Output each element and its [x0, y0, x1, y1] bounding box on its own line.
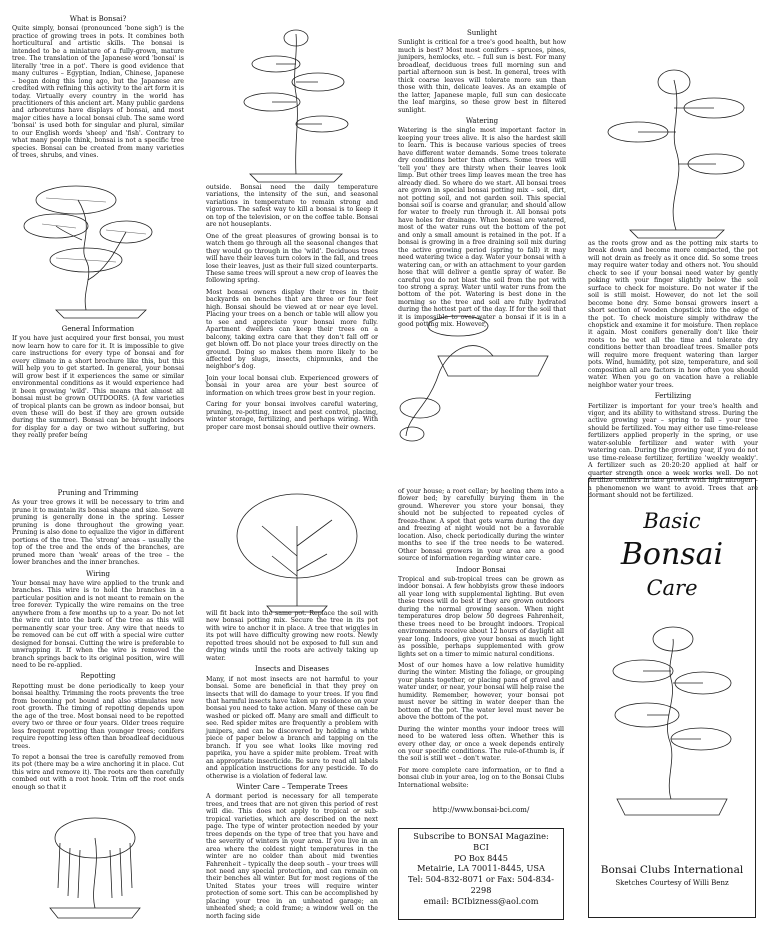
paragraph-indoor-watering: During the winter months your indoor trees will need to be watered less often. Whether this is every other day, or once a week depends entirely on your specific conditions. The rule-of-thumb is, if the soil is still wet – don't water.	[398, 725, 564, 763]
subscribe-line: Subscribe to BONSAI Magazine:	[413, 831, 549, 841]
paragraph-general-information: If you have just acquired your first bonsai, you must now learn how to care for it. It is impossible to give care instructions for every type of bonsai and for every climate in a short brochure like this, but this will help you to get started. In general, your bonsai will grow best if it experiences the same or similar environmental conditions as it would experience had it been growing 'wild'. This means that almost all bonsai must be grown OUTDOORS. (A few varieties of tropical plants can be grown as indoor bonsai, but even these will do best if they are grown outside during the summer). Bonsai can be brought indoors for display for a day or two without suffering, but they really prefer being	[12, 335, 184, 440]
deciduous-tree-sketch-icon	[222, 486, 372, 616]
paragraph-repotting: Repotting must be done periodically to keep your bonsai healthy. Trimming the roots prevents the tree from becoming pot bound and also stimulates new root growth. The timing of repotting depends upon the age of the tree. Most bonsai need to be repotted every two or three or four years. Older trees require less frequent repotting than younger trees; conifers require repotting less often than broadleaf deciduous trees.	[12, 682, 184, 750]
subscribe-city: Metairie, LA 70011-8445, USA	[417, 863, 545, 874]
panel-general-information	[12, 324, 184, 444]
paragraph-winter-continued: of your house; a root cellar; by heeling them into a flower bed; by carefully burying them in the ground. Wherever you store your bonsai, they should not be subjected to repeated cycles of freeze-thaw. A spot that gets warm during the day and freezing at night would not be a favorable location. Also, check periodically during the winter months to see if the tree needs to be watered. Other bonsai growers in your area are a good source of information regarding winter care.	[398, 488, 564, 563]
subscribe-email[interactable]: email: BCIbizness@aol.com	[423, 895, 539, 906]
paragraph-more-info: For more complete care information, or to find a bonsai club in your area, log on to the Bonsai Clubs International website:	[398, 766, 564, 789]
paragraph-repotting-2: To repot a bonsai the tree is carefully removed from its pot (there may be a wire anchoring it in place. Cut this wire and remove it). The roots are then carefully combed out with a root hook. Trim off the root ends enough so that it	[12, 753, 184, 791]
cover-bonsai-sketch-icon	[607, 619, 737, 819]
cover-panel	[588, 478, 756, 918]
panel-indoor-bonsai	[398, 488, 564, 793]
cover-org-name: Bonsai Clubs International	[600, 864, 744, 876]
paragraph-watering: Watering is the single most important factor in keeping your trees alive. It is also the hardest skill to learn. This is because various species of trees have different water demands. Some trees tolerate dry conditions better than others. Some trees will 'tell you' they are thirsty when their leaves look limp. But other trees limp leaves mean the tree has already died. So where do we start. All bonsai trees are grown in special bonsai potting mix – soil, dirt, not potting soil, and not garden soil. This special bonsai soil is coarse and granular, and should allow for water to freely run through it. All bonsai pots have holes for drainage. When bonsai are watered, most of the water runs out the bottom of the pot and only a small amount is retained in the pot. If a bonsai is growing in a free draining soil mix during the active growing period (spring to fall) it may need watering twice a day. Water your bonsai with a watering can, or with an attachment to your garden hose that will deliver a gentle spray of water. Be careful you do not blast the soil from the pot with too strong a spray. Water until water runs from the bottom of the pot. Watering is best done in the morning so the tree and soil are fully hydrated during the hottest part of the day. If for the soil that it is impossible to over-water a bonsai if it is in a good potting mix. However,	[398, 127, 566, 329]
paragraph-what-is-bonsai: Quite simply, bonsai (pronounced 'bone sigh') is the practice of growing trees in pots. It combines both horticultural and artistic skills. The bonsai is intended to be a miniature of a fully-grown, mature tree. The translation of the Japanese word 'bonsai' is literally 'tree in a pot'. There is good evidence that many cultures – Egyptian, Indian, Chinese, Japanese – began doing this long ago, but the Japanese are credited with refining this activity to the art form it is today. Virtually every country in the world has practitioners of this ancient art. Many public gardens and arboretums have displays of bonsai, and most major cities have a local bonsai club. The same word 'bonsai' is used both for singular and plural, similar to our English words 'sheep' and 'fish'. Contrary to what many people think, bonsai is not a specific tree species. Bonsai can be created from many varieties of trees, shrubs, and vines.	[12, 25, 184, 160]
heading-sunlight: Sunlight	[466, 29, 498, 37]
panel-repot-insects-winter	[206, 610, 378, 924]
cascade-bonsai-sketch-icon	[398, 296, 568, 446]
subscribe-org: BCI	[473, 841, 489, 852]
website-link[interactable]: http://www.bonsai-bci.com/	[432, 806, 530, 814]
heading-fertilizing: Fertilizing	[654, 392, 692, 401]
weeping-willow-sketch-icon	[20, 808, 170, 923]
paragraph-care: Caring for your bonsai involves careful watering, pruning, re-potting, insect and pest control, placing, winter storage, fertilizing, and perhaps wiring. With proper care most bonsai should outlive their owners.	[206, 401, 378, 431]
heading-insects: Insects and Diseases	[254, 665, 330, 674]
heading-general-information: General Information	[61, 325, 135, 333]
heading-wiring: Wiring	[86, 569, 110, 578]
paragraph-club: Join your local bonsai club. Experienced growers of bonsai in your area are your best source of information on which trees grow best in your region.	[206, 374, 378, 397]
panel-what-is-bonsai	[12, 14, 184, 164]
cover-title-basic: Basic	[643, 509, 701, 533]
paragraph-repotting-continued: will fit back into the same pot. Replace the soil with new bonsai potting mix. Secure the tree in its pot with wire to anchor it in place. A tree that wiggles in its pot will have difficulty growing new roots. Newly repotted trees should not be exposed to full sun and drying winds until the roots are actively taking up water.	[206, 610, 378, 662]
paragraph-indoor: Tropical and sub-tropical trees can be grown as indoor bonsai. A few hobbyists grow these indoors all year long with supplemental lighting. But even these trees will do best if they are grown outdoors during the normal growing season. When night temperatures drop below 50 degrees Fahrenheit, these trees need to be brought indoors. Tropical environments receive about 12 hours of daylight all year long. Indoors, give your bonsai as much light as possible, perhaps supplemented with grow lights set on a timer to mimic natural conditions.	[398, 575, 564, 658]
heading-pruning: Pruning and Trimming	[57, 489, 139, 497]
paragraph-watering-continued: as the roots grow and as the potting mix starts to break down and become more compacted, the pot will not drain as freely as it once did. So some trees may require water today and others not. You should check to see if your bonsai need water by gently poking with your finger slightly below the soil surface to check for moisture. Do not water if the soil is still moist. However, do not let the soil become bone dry. Some bonsai growers insert a short section of wooden chopstick into the edge of the pot. To check moisture simply withdraw the chopstick and examine it for moisture. Then replace it again. Most conifers generally don't like their roots to be wet all the time and tolerate dry conditions better than broadleaf trees. Smaller pots will require more frequent watering than larger pots. Wind, humidity, pot size, temperature, and soil composition all are factors in how often you should water. When you go on vacation have a reliable neighbor water your trees.	[588, 240, 758, 389]
heading-indoor: Indoor Bonsai	[456, 565, 506, 574]
upright-bonsai-sketch-icon	[226, 24, 366, 184]
subscribe-phone: Tel: 504-832-8071 or Fax: 504-834-2298	[407, 874, 555, 895]
paragraph-humidity: Most of our homes have a low relative humidity during the winter. Misting the foliage, or grouping your plants together, or placing pans of gravel and water under, or near, your bonsai will help raise the humidity. Remember, however, your bonsai pot must never be sitting in water deeper than the bottom of the pot. The water level must never be above the bottom of the pot.	[398, 661, 564, 722]
cover-title-bonsai: Bonsai	[620, 537, 724, 572]
paragraph-fertilizing: Fertilizer is important for your tree's health and vigor, and its ability to withstand stress. During the active growing year – spring to fall – your tree should be fertilized. You may either use time-release fertilizers applied properly in the spring, or use water-soluble fertilizer and water with your watering can. During the growing year, if you do not use time-release fertilizer, fertilize 'weekly weakly'. A fertilizer such as 20:20:20 applied at half or quarter strength once a week works well. Do not fertilize conifers in late growth with high nitrogen – a phenomenon we want to avoid. Trees that are dormant should not be fertilized.	[588, 402, 758, 499]
paragraph-outside: outside. Bonsai need the daily temperature variations, the intensity of the sun, and seasonal variations in temperature to remain strong and vigorous. The safest way to kill a bonsai is to keep it on top of the television, or on the coffee table. Bonsai are not houseplants.	[206, 184, 378, 229]
paragraph-winter-care: A dormant period is necessary for all temperate trees, and trees that are not given this period of rest will die. This does not apply to tropical or sub-tropical varieties, which are described on the next page. The type of winter protection needed by your trees depends on the type of tree that you have and the severity of winters in your area. If you live in an area where the coldest night temperatures in the winter are no colder than about mid twenties Fahrenheit – typically the deep south – your trees will not need any special protection, and can remain on their benches all winter. But for most regions of the United States your trees will require winter protection of some sort. This can be accomplished by placing your tree in an unheated garage; an unheated shed; a cold frame; a window well on the north facing side	[206, 793, 378, 920]
panel-outdoor-care	[206, 184, 378, 435]
paragraph-wiring: Your bonsai may have wire applied to the trunk and branches. This wire is to hold the branches in a particular position and is not meant to remain on the tree forever. Typically the wire remains on the tree anywhere from a few months up to a year. Do not let the wire cut into the bark of the tree as this will permanently scar your tree. Any wire that needs to be removed can be cut off with a special wire cutter designed for bonsai. Cutting the wire is preferable to unwrapping it. If when the wire is removed the branch springs back to its original position, wire will need to be re-applied.	[12, 579, 184, 669]
paragraph-seasons: One of the great pleasures of growing bonsai is to watch them go through all the seasonal changes that they would go through in the 'wild'. Deciduous trees will have their leaves turn colors in the fall, and trees lose their leaves, just as their full sized counterparts. These same trees will sprout a new crop of leaves the following spring.	[206, 232, 378, 285]
heading-what-is-bonsai: What is Bonsai?	[69, 15, 127, 23]
subscribe-pobox: PO Box 8445	[454, 852, 508, 863]
heading-watering: Watering	[465, 116, 499, 125]
panel-sunlight-watering	[398, 28, 566, 333]
panel-watering-fertilizing	[588, 240, 758, 503]
paragraph-sunlight: Sunlight is critical for a tree's good health, but how much is best? Most most conifers – spruces, pines, junipers, hemlocks, etc. – full sun is best. For many broadleaf, deciduous trees full morning sun and partial afternoon sun is best. In general, trees with thick coarse leaves will tolerate more sun than those with thin, delicate leaves. As an example of the latter, Japanese maple, full sun can desiccate the leaf margins, so these grow best in filtered sunlight.	[398, 39, 566, 114]
paragraph-pruning: As your tree grows it will be necessary to trim and prune it to maintain its bonsai shape and size. Severe pruning is generally done in the spring. Lesser pruning is done throughout the growing year. Pruning is also done to equalize the vigor in different portions of the tree. The 'strong' areas – usually the top of the tree and the ends of the branches, are pruned more than 'weak' areas of the tree – the lower branches and the inner branches.	[12, 499, 184, 567]
heading-repotting: Repotting	[80, 672, 116, 681]
juniper-sketch-icon	[16, 170, 176, 320]
panel-pruning-wiring-repotting	[12, 488, 184, 795]
cover-title-care: Care	[646, 576, 698, 600]
subscribe-box	[398, 828, 564, 920]
pine-bonsai-sketch-icon	[596, 60, 756, 240]
heading-winter-care: Winter Care – Temperate Trees	[236, 782, 348, 791]
cover-credit: Sketches Courtesy of Willi Benz	[615, 879, 729, 887]
paragraph-insects: Many, if not most insects are not harmful to your bonsai. Some are beneficial in that they prey on insects that will do damage to your trees. If you find that harmful insects have taken up residence on your bonsai you need to take action. Many of these can be washed or picked off. Many are small and difficult to see. Red spider mites are frequently a problem with junipers, and can be discovered by holding a white piece of paper below a branch and tapping on the branch. If you see what looks like moving red paprika, you have a spider mite problem. Treat with an appropriate insecticide. Be sure to read all labels and application instructions for any pesticide. To do otherwise is a violation of federal law.	[206, 675, 378, 780]
paragraph-display: Most bonsai owners display their trees in their backyards on benches that are three or four feet high. Bonsai should be viewed at or near eye level. Placing your trees on a bench or table will allow you to see and appreciate your bonsai more fully. Apartment dwellers can keep their trees on a balcony, taking extra care that they don't fall off or get blown off. Do not place your trees directly on the ground. Doing so makes them more likely to be affected by slugs, insects, chipmunks, and the neighbor's dog.	[206, 288, 378, 371]
